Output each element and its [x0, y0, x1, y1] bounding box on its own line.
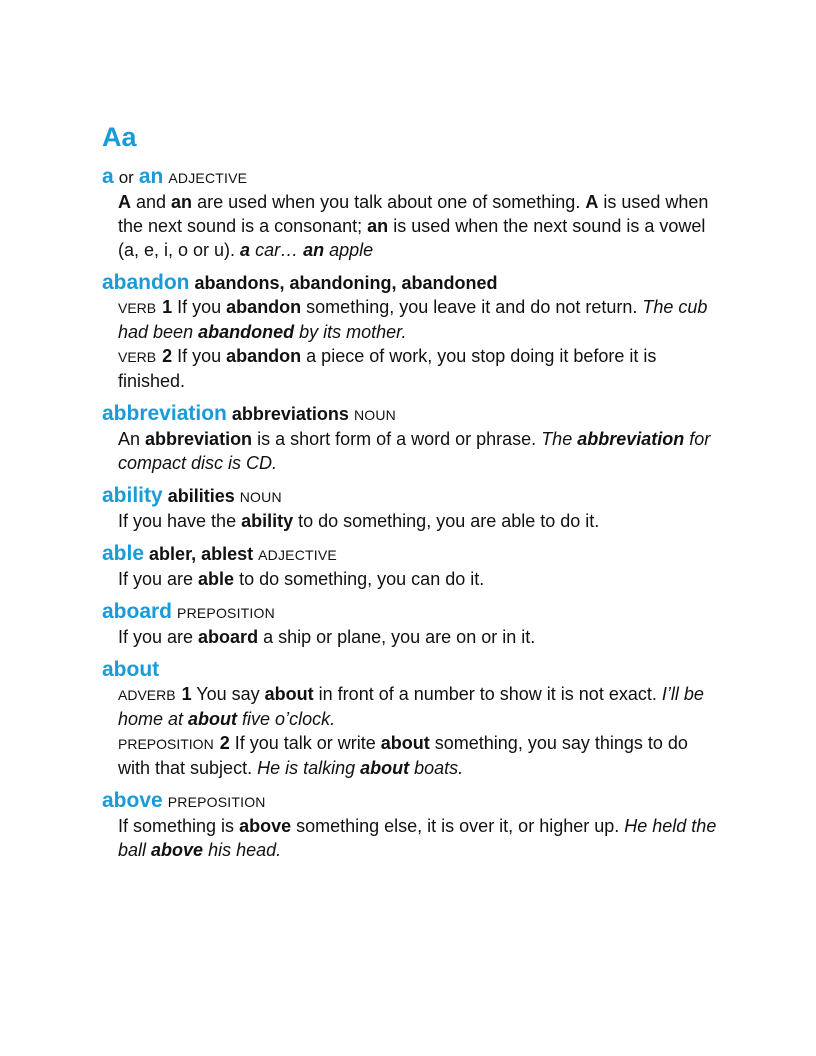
def-text: If something is [118, 816, 240, 836]
example-text: boats. [409, 758, 464, 778]
example-bold: above [151, 840, 204, 860]
def-text: to do something, you can do it. [234, 569, 485, 589]
def-bold: above [239, 816, 292, 836]
example-bold: abandoned [198, 322, 295, 342]
def-text: something, you leave it and do not return. [301, 297, 643, 317]
entry-ability [102, 484, 722, 533]
entry-about [102, 658, 722, 780]
headword: abandon [102, 271, 190, 294]
inflected-forms: abbreviations [231, 404, 349, 424]
entry-head [102, 402, 722, 427]
entry-a-or-an [102, 165, 722, 262]
def-bold: abandon [226, 297, 302, 317]
def-bold: an [171, 192, 193, 212]
entry-head [102, 271, 722, 295]
def-bold: ability [241, 511, 294, 531]
dictionary-page [102, 120, 722, 871]
sense-pos: ADVERB [118, 687, 176, 703]
def-bold: about [380, 733, 430, 753]
def-bold: abbreviation [145, 429, 253, 449]
inflected-forms: abler, ablest [149, 544, 254, 564]
sense-pos: VERB [118, 349, 157, 365]
part-of-speech: NOUN [239, 489, 282, 505]
part-of-speech: ADJECTIVE [258, 547, 337, 563]
sense-number: 2 [162, 346, 173, 366]
def-text: If you are [118, 569, 199, 589]
entry-abandon [102, 271, 722, 393]
def-text: If you [172, 346, 227, 366]
def-bold: an [367, 216, 389, 236]
sense-pos: VERB [118, 300, 157, 316]
part-of-speech: NOUN [353, 407, 396, 423]
part-of-speech: ADJECTIVE [168, 170, 248, 186]
def-bold: A [585, 192, 599, 212]
entry-head [102, 165, 722, 190]
inflected-forms: abandons, abandoning, abandoned [194, 273, 498, 293]
sense-pos: PREPOSITION [118, 736, 214, 752]
def-text: and [131, 192, 172, 212]
def-bold: A [118, 192, 131, 212]
sense-1 [102, 682, 722, 731]
def-text: If you have the [118, 511, 242, 531]
def-text: a ship or plane, you are on or in it. [258, 627, 536, 647]
example-text: five o’clock. [237, 709, 336, 729]
definition [102, 509, 722, 533]
entry-aboard [102, 600, 722, 649]
def-bold: aboard [198, 627, 259, 647]
part-of-speech: PREPOSITION [167, 794, 266, 810]
example-text: The cub had been [118, 297, 708, 342]
definition [102, 190, 722, 262]
def-text: in front of a number to show it is not exact. [313, 684, 662, 704]
def-bold: able [198, 569, 235, 589]
definition [102, 427, 722, 475]
headword-variant: an [138, 165, 164, 188]
headword: above [102, 789, 163, 812]
sense-number: 1 [181, 684, 192, 704]
example-bold: about [360, 758, 410, 778]
def-text: An [118, 429, 146, 449]
section-letter-heading: Aa [102, 122, 137, 152]
def-text: is a short form of a word or phrase. [252, 429, 542, 449]
headword: abbreviation [102, 402, 227, 425]
sense-1 [102, 295, 722, 344]
example-bold: an [303, 240, 325, 260]
entry-head [102, 484, 722, 509]
entry-head [102, 600, 722, 625]
entry-above [102, 789, 722, 862]
def-text: If you [172, 297, 227, 317]
headword: able [102, 542, 145, 565]
definition [102, 814, 722, 862]
headword: aboard [102, 600, 173, 623]
entry-abbreviation [102, 402, 722, 475]
example-text: car… [250, 240, 304, 260]
def-text: something, you say things to do with that subject. [118, 733, 688, 778]
example-bold: about [188, 709, 238, 729]
example [240, 240, 373, 260]
example-text: for compact disc is CD. [118, 429, 711, 473]
or-connector: or [118, 168, 134, 187]
definition [102, 567, 722, 591]
example-text: He held the ball [118, 816, 717, 860]
def-text: If you are [118, 627, 199, 647]
def-text: is used when the next sound is a vowel (a, e, i, o or u). [118, 216, 706, 260]
def-bold: abandon [226, 346, 302, 366]
sense-2 [102, 731, 722, 780]
entry-able [102, 542, 722, 591]
def-text: to do something, you are able to do it. [293, 511, 600, 531]
example-text: by its mother. [294, 322, 407, 342]
entry-head [102, 789, 722, 814]
sense-number: 1 [162, 297, 173, 317]
entry-head [102, 658, 722, 682]
example-text: He is talking [257, 758, 361, 778]
def-text: You say [191, 684, 265, 704]
example-bold: a [240, 240, 251, 260]
example-bold: abbreviation [577, 429, 685, 449]
headword: about [102, 658, 160, 681]
entry-head [102, 542, 722, 567]
sense-number: 2 [219, 733, 230, 753]
def-bold: about [264, 684, 314, 704]
def-text: a piece of work, you stop doing it before it is finished. [118, 346, 657, 391]
headword: ability [102, 484, 163, 507]
def-text: is used when the next sound is a consonant; [118, 192, 709, 236]
example-text: The [541, 429, 578, 449]
sense-2 [102, 344, 722, 393]
headword: a [102, 165, 114, 188]
definition [102, 625, 722, 649]
inflected-forms: abilities [167, 486, 235, 506]
part-of-speech: PREPOSITION [177, 605, 275, 621]
example-text: apple [324, 240, 374, 260]
def-text: something else, it is over it, or higher up. [291, 816, 625, 836]
example-text: his head. [203, 840, 282, 860]
def-text: are used when you talk about one of something. [192, 192, 586, 212]
example [257, 758, 463, 778]
def-text: If you talk or write [229, 733, 381, 753]
example-text: I’ll be home at [118, 684, 704, 729]
